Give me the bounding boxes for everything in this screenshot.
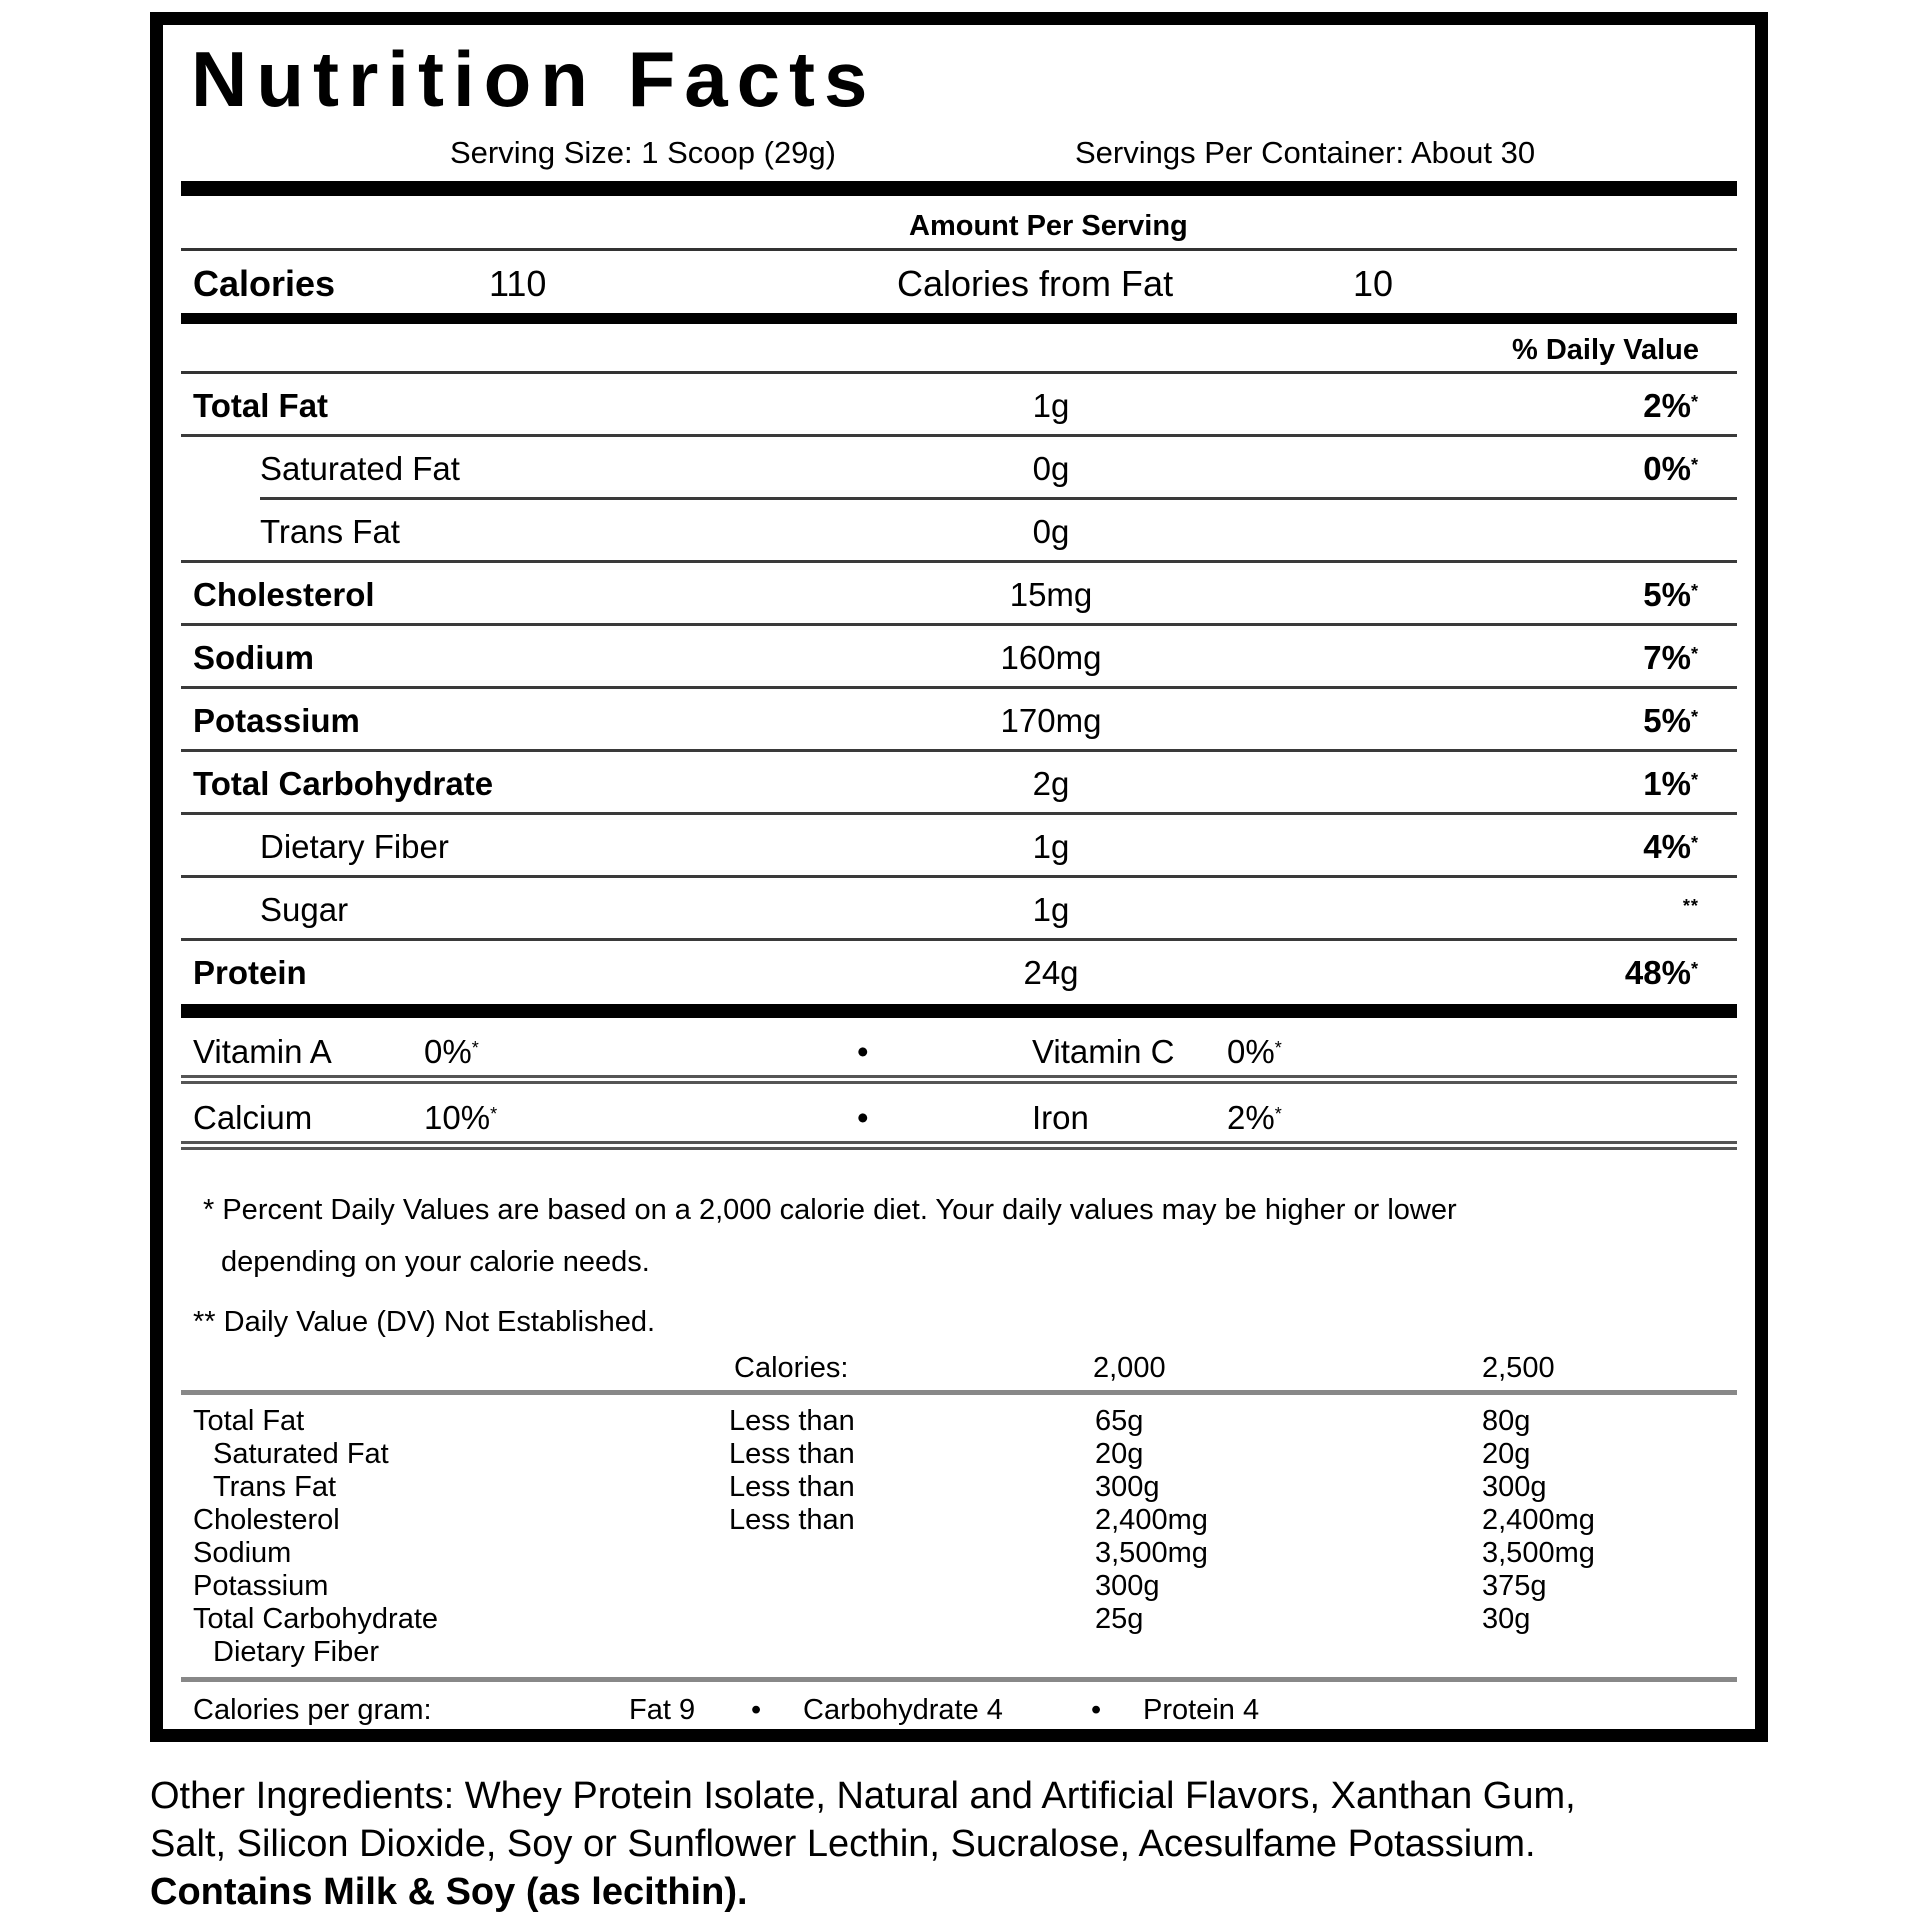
calories-from-fat-label: Calories from Fat xyxy=(897,263,1174,304)
nutrient-amount: 160mg xyxy=(1000,639,1102,676)
thick-rule-top xyxy=(181,181,1737,196)
nutrient-daily-value: 1%* xyxy=(1643,765,1699,802)
calories-2000-header: 2,000 xyxy=(1093,1352,1166,1384)
footnote-mark: * xyxy=(490,1103,499,1124)
vitamin-left-value: 10%* xyxy=(424,1099,499,1136)
calories-row xyxy=(181,251,1737,313)
daily-value-header-row xyxy=(181,324,1737,374)
nutrient-amount: 2g xyxy=(1032,765,1070,802)
ref-2500: 300g xyxy=(1482,1471,1547,1503)
calories-2500-header: 2,500 xyxy=(1482,1352,1555,1384)
ref-2000: 2,400mg xyxy=(1095,1504,1208,1536)
nutrient-daily-value: 4%* xyxy=(1643,828,1699,865)
ref-2500: 20g xyxy=(1482,1438,1531,1470)
nutrition-facts-panel xyxy=(150,12,1768,1742)
vitamin-row-a-c xyxy=(181,1018,1737,1084)
footnote-mark: * xyxy=(1274,1037,1283,1058)
table-row xyxy=(181,1570,1737,1603)
nutrient-amount: 170mg xyxy=(1000,702,1102,739)
protein-per-gram: Protein 4 xyxy=(1143,1694,1260,1726)
ref-name: Cholesterol xyxy=(193,1504,340,1536)
nutrient-row-total-fat xyxy=(181,374,1737,437)
nutrient-daily-value xyxy=(1683,891,1699,929)
nutrient-row-dietary-fiber xyxy=(181,815,1737,878)
reference-table xyxy=(181,1395,1737,1682)
daily-value-header: % Daily Value xyxy=(1512,334,1699,366)
vitamin-left-name: Calcium xyxy=(193,1099,313,1136)
table-row xyxy=(181,1636,1737,1669)
nutrient-amount: 1g xyxy=(1032,828,1070,865)
ref-2000: 300g xyxy=(1095,1471,1160,1503)
other-ingredients-line2: Salt, Silicon Dioxide, Soy or Sunflower Lecthin, Sucralose, Acesulfame Potassium. xyxy=(150,1823,1536,1865)
footnote-mark: * xyxy=(471,1037,480,1058)
nutrient-row-potassium xyxy=(181,689,1737,752)
nutrient-daily-value: 5%* xyxy=(1643,702,1699,739)
table-row xyxy=(181,1603,1737,1636)
table-row xyxy=(181,1471,1737,1504)
double-rule xyxy=(181,1075,1737,1084)
vitamin-left-name: Vitamin A xyxy=(193,1033,332,1070)
nutrient-daily-value: 7%* xyxy=(1643,639,1699,676)
ref-2000: 65g xyxy=(1095,1405,1144,1437)
ref-qualifier: Less than xyxy=(729,1405,855,1437)
table-row xyxy=(181,1438,1737,1471)
ref-name: Dietary Fiber xyxy=(213,1636,379,1668)
footnote-mark: * xyxy=(1690,958,1699,979)
nutrient-amount: 0g xyxy=(1032,513,1070,550)
vitamin-right-value: 2%* xyxy=(1227,1099,1283,1136)
nutrient-name: Total Fat xyxy=(193,387,329,424)
footnote-mark: ** xyxy=(1682,895,1699,916)
reference-table-header xyxy=(181,1348,1737,1395)
double-rule xyxy=(181,1141,1737,1150)
calories-per-gram-label: Calories per gram: xyxy=(193,1694,432,1726)
footnote-dv-not-established: ** Daily Value (DV) Not Established. xyxy=(193,1306,656,1338)
nutrient-row-protein xyxy=(181,941,1737,1004)
ref-2500: 80g xyxy=(1482,1405,1531,1437)
nutrient-daily-value: 2%* xyxy=(1643,387,1699,424)
nutrient-amount: 15mg xyxy=(1009,576,1093,613)
ref-name: Sodium xyxy=(193,1537,292,1569)
serving-size: Serving Size: 1 Scoop (29g) xyxy=(450,135,836,170)
bullet-separator: • xyxy=(857,1099,869,1136)
vitamin-right-name: Iron xyxy=(1032,1099,1089,1136)
nutrient-amount: 1g xyxy=(1032,387,1070,424)
allergen-statement: Contains Milk & Soy (as lecithin). xyxy=(150,1871,748,1913)
amount-per-serving-row xyxy=(181,196,1737,251)
footnote-daily-values-1: * Percent Daily Values are based on a 2,000 calorie diet. Your daily values may be higher or lower xyxy=(203,1194,1457,1226)
amount-per-serving-label: Amount Per Serving xyxy=(909,210,1188,242)
nutrient-name: Saturated Fat xyxy=(260,450,460,487)
ref-name: Total Carbohydrate xyxy=(193,1603,439,1635)
carbohydrate-per-gram: Carbohydrate 4 xyxy=(803,1694,1003,1726)
footnote-mark: * xyxy=(1690,832,1699,853)
vitamin-right-value: 0%* xyxy=(1227,1033,1283,1070)
ref-qualifier: Less than xyxy=(729,1438,855,1470)
ref-2000: 20g xyxy=(1095,1438,1144,1470)
ref-2000: 300g xyxy=(1095,1570,1160,1602)
other-ingredients xyxy=(150,1772,1850,1916)
footnote-mark: * xyxy=(1690,769,1699,790)
footnote-daily-values-2: depending on your calorie needs. xyxy=(221,1246,650,1278)
nutrient-daily-value: 48%* xyxy=(1624,954,1699,991)
ref-qualifier: Less than xyxy=(729,1504,855,1536)
ref-name: Potassium xyxy=(193,1570,329,1602)
fat-per-gram: Fat 9 xyxy=(629,1694,696,1726)
calories-value: 110 xyxy=(489,263,547,304)
ref-2500: 3,500mg xyxy=(1482,1537,1595,1569)
footnotes xyxy=(181,1150,1737,1348)
table-row xyxy=(181,1537,1737,1570)
table-row xyxy=(181,1405,1737,1438)
nutrition-facts-title: Nutrition Facts xyxy=(191,35,877,123)
ref-2500: 2,400mg xyxy=(1482,1504,1595,1536)
calories-from-fat-value: 10 xyxy=(1353,263,1394,304)
nutrient-name: Protein xyxy=(193,954,307,991)
vitamin-left-value: 0%* xyxy=(424,1033,480,1070)
footnote-mark: * xyxy=(1690,454,1699,475)
thick-rule-calories xyxy=(181,313,1737,324)
other-ingredients-line1: Other Ingredients: Whey Protein Isolate, Natural and Artificial Flavors, Xanthan Gum, xyxy=(150,1775,1576,1817)
nutrient-name: Sodium xyxy=(193,639,314,676)
servings-per-container: Servings Per Container: About 30 xyxy=(1075,135,1536,170)
nutrient-amount: 0g xyxy=(1032,450,1070,487)
ref-name: Total Fat xyxy=(193,1405,305,1437)
serving-info-row xyxy=(181,129,1737,181)
nutrient-row-cholesterol xyxy=(181,563,1737,626)
bullet-separator: • xyxy=(857,1033,869,1070)
ref-2500: 375g xyxy=(1482,1570,1547,1602)
ref-2500: 30g xyxy=(1482,1603,1531,1635)
table-row xyxy=(181,1504,1737,1537)
calories-header-label: Calories: xyxy=(734,1352,849,1384)
footnote-mark: * xyxy=(1690,391,1699,412)
bullet-separator: • xyxy=(751,1694,762,1726)
footnote-mark: * xyxy=(1690,706,1699,727)
nutrient-name: Total Carbohydrate xyxy=(193,765,494,802)
nutrient-name: Trans Fat xyxy=(260,513,400,550)
calories-label: Calories xyxy=(193,263,336,304)
nutrient-amount: 24g xyxy=(1023,954,1079,991)
ref-name: Saturated Fat xyxy=(213,1438,389,1470)
nutrient-row-sodium xyxy=(181,626,1737,689)
footnote-mark: * xyxy=(1690,643,1699,664)
ref-name: Trans Fat xyxy=(213,1471,337,1503)
nutrient-row-saturated-fat xyxy=(181,437,1737,500)
nutrient-name: Sugar xyxy=(260,891,349,928)
nutrient-daily-value: 0%* xyxy=(1643,450,1699,487)
vitamin-right-name: Vitamin C xyxy=(1032,1033,1175,1070)
nutrient-name: Potassium xyxy=(193,702,360,739)
nutrient-amount: 1g xyxy=(1032,891,1070,928)
nutrient-name: Cholesterol xyxy=(193,576,375,613)
nutrient-name: Dietary Fiber xyxy=(260,828,449,865)
ref-qualifier: Less than xyxy=(729,1471,855,1503)
thick-rule-protein xyxy=(181,1004,1737,1018)
nutrient-daily-value: 5%* xyxy=(1643,576,1699,613)
footnote-mark: * xyxy=(1274,1103,1283,1124)
bullet-separator: • xyxy=(1091,1694,1102,1726)
ref-2000: 3,500mg xyxy=(1095,1537,1208,1569)
calories-per-gram-row xyxy=(181,1682,1737,1736)
footnote-mark: * xyxy=(1690,580,1699,601)
nutrient-row-total-carbohydrate xyxy=(181,752,1737,815)
vitamin-row-calcium-iron xyxy=(181,1084,1737,1150)
nutrient-row-sugar xyxy=(181,878,1737,941)
nutrient-row-trans-fat xyxy=(181,500,1737,563)
ref-2000: 25g xyxy=(1095,1603,1144,1635)
